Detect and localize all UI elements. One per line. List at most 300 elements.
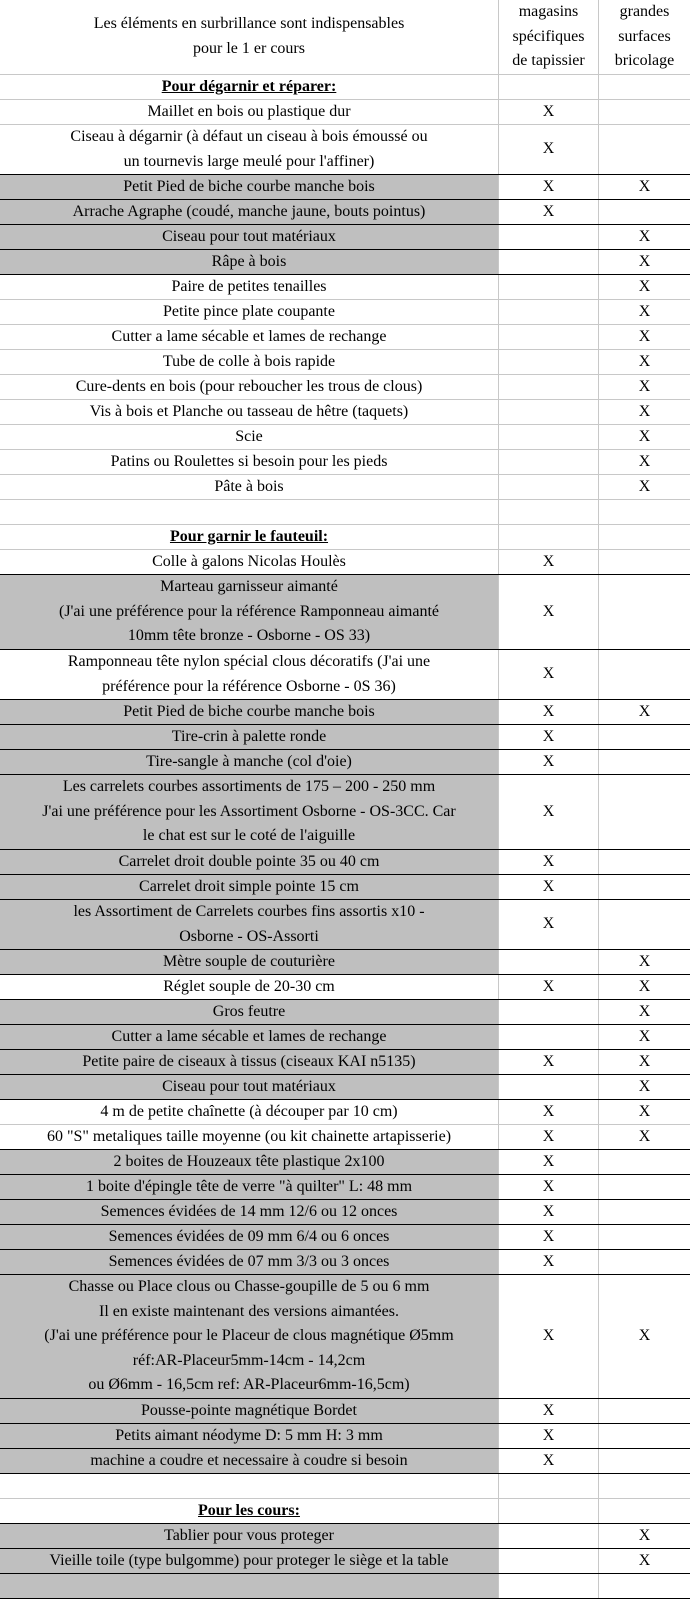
- table-row: [0, 1100, 690, 1125]
- specialist-shop-mark: X: [542, 852, 555, 870]
- specialist-shop-mark: X: [542, 1327, 555, 1345]
- diy-store-cell: [599, 1399, 690, 1423]
- specialist-shop-cell: [499, 1175, 599, 1199]
- specialist-shop-cell: [499, 575, 599, 649]
- item-description: Petits aimant néodyme D: 5 mm H: 3 mm: [115, 1426, 383, 1444]
- diy-store-cell: [599, 275, 690, 299]
- diy-store-mark: X: [638, 477, 651, 495]
- item-description: Cure-dents en bois (pour reboucher les trous de clous): [75, 377, 423, 395]
- diy-store-mark: X: [638, 1127, 651, 1145]
- diy-store-cell: [599, 750, 690, 774]
- table-row: [0, 1549, 690, 1574]
- item-description-cell: [0, 75, 499, 99]
- item-description-cell: [0, 1524, 499, 1548]
- item-description-cell: [0, 400, 499, 424]
- specialist-shop-cell: [499, 875, 599, 899]
- table-row: [0, 1399, 690, 1424]
- item-description: Vieille toile (type bulgomme) pour proteger le siège et la table: [49, 1551, 449, 1569]
- item-description: 2 boites de Houzeaux tête plastique 2x100: [113, 1152, 385, 1170]
- table-row: [0, 1025, 690, 1050]
- diy-store-cell: [599, 1100, 690, 1124]
- item-description-cell: [0, 450, 499, 474]
- specialist-shop-cell: [499, 300, 599, 324]
- specialist-shop-cell: [499, 425, 599, 449]
- diy-store-mark: X: [638, 302, 651, 320]
- diy-store-cell: [599, 1225, 690, 1249]
- item-description-cell: [0, 100, 499, 124]
- diy-store-mark: X: [638, 377, 651, 395]
- item-description-cell: [0, 700, 499, 724]
- diy-store-cell: [599, 900, 690, 949]
- diy-store-cell: [599, 950, 690, 974]
- diy-store-mark: X: [638, 1102, 651, 1120]
- diy-store-cell: [599, 375, 690, 399]
- item-description-cell: [0, 900, 499, 949]
- specialist-shop-cell: [499, 100, 599, 124]
- table-row: [0, 125, 690, 175]
- table-body: [0, 75, 690, 1599]
- specialist-shop-mark: X: [542, 752, 555, 770]
- header-specialist-shops: [499, 0, 599, 74]
- table-row: [0, 1200, 690, 1225]
- item-description-cell: [0, 1175, 499, 1199]
- table-row: [0, 1150, 690, 1175]
- specialist-shop-cell: [499, 1225, 599, 1249]
- specialist-shop-cell: [499, 700, 599, 724]
- item-description: Petite paire de ciseaux à tissus (ciseaux KAI n5135): [82, 1052, 416, 1070]
- diy-store-mark: X: [638, 327, 651, 345]
- item-description: Réglet souple de 20-30 cm: [163, 977, 335, 995]
- table-row: [0, 425, 690, 450]
- diy-store-cell: [599, 725, 690, 749]
- empty-row: [0, 1474, 690, 1499]
- diy-store-mark: X: [638, 452, 651, 470]
- table-row: [0, 175, 690, 200]
- specialist-shop-cell: [499, 1449, 599, 1473]
- item-description-cell: [0, 275, 499, 299]
- diy-store-cell: [599, 1250, 690, 1274]
- specialist-shop-cell: [499, 1474, 599, 1498]
- item-description-cell: [0, 950, 499, 974]
- item-description-cell: [0, 350, 499, 374]
- diy-store-cell: [599, 200, 690, 224]
- specialist-shop-cell: [499, 1075, 599, 1099]
- item-description-cell: [0, 850, 499, 874]
- item-description-cell: [0, 1000, 499, 1024]
- diy-store-cell: [599, 1275, 690, 1398]
- table-row: [0, 200, 690, 225]
- specialist-shop-cell: [499, 350, 599, 374]
- specialist-shop-cell: [499, 1424, 599, 1448]
- table-row: [0, 1075, 690, 1100]
- diy-store-cell: [599, 1474, 690, 1498]
- table-row: [0, 1449, 690, 1474]
- diy-store-mark: X: [638, 1077, 651, 1095]
- item-description: Cutter a lame sécable et lames de rechange: [111, 1027, 387, 1045]
- item-description-cell: [0, 175, 499, 199]
- diy-store-cell: [599, 875, 690, 899]
- diy-store-cell: [599, 75, 690, 99]
- specialist-shop-mark: X: [542, 915, 555, 933]
- table-row: [0, 1424, 690, 1449]
- diy-store-mark: X: [638, 1327, 651, 1345]
- item-description: Tablier pour vous proteger: [164, 1526, 334, 1544]
- item-description: Petit Pied de biche courbe manche bois: [123, 177, 375, 195]
- diy-store-mark: X: [638, 252, 651, 270]
- item-description: Semences évidées de 09 mm 6/4 ou 6 onces: [108, 1227, 390, 1245]
- item-description: Râpe à bois: [211, 252, 287, 270]
- diy-store-mark: X: [638, 1052, 651, 1070]
- table-row: [0, 100, 690, 125]
- specialist-shop-cell: [499, 400, 599, 424]
- specialist-shop-cell: [499, 225, 599, 249]
- item-description-cell: [0, 375, 499, 399]
- item-description-cell: [0, 200, 499, 224]
- item-description: Tire-sangle à manche (col d'oie): [146, 752, 352, 770]
- diy-store-mark: X: [638, 1526, 651, 1544]
- diy-store-mark: X: [638, 977, 651, 995]
- item-description: Pâte à bois: [214, 477, 284, 495]
- table-row: [0, 275, 690, 300]
- item-description: Tire-crin à palette ronde: [171, 727, 327, 745]
- section-title: Pour garnir le fauteuil:: [169, 527, 329, 545]
- specialist-shop-cell: [499, 950, 599, 974]
- item-description: Ciseau à dégarnir (à défaut un ciseau à bois émoussé ou un tournevis large meulé pour l'affiner): [70, 127, 428, 170]
- item-description-cell: [0, 300, 499, 324]
- item-description: Ciseau pour tout matériaux: [162, 227, 336, 245]
- diy-store-cell: [599, 1424, 690, 1448]
- table-row: [0, 750, 690, 775]
- header-description: [0, 0, 499, 74]
- diy-store-cell: [599, 1175, 690, 1199]
- specialist-shop-mark: X: [542, 1152, 555, 1170]
- specialist-shop-cell: [499, 1100, 599, 1124]
- table-row: [0, 1275, 690, 1399]
- table-row: [0, 1524, 690, 1549]
- table-row: [0, 1250, 690, 1275]
- diy-store-mark: X: [638, 1002, 651, 1020]
- diy-store-cell: [599, 1125, 690, 1149]
- specialist-shop-cell: [499, 375, 599, 399]
- item-description-cell: [0, 575, 499, 649]
- specialist-shop-cell: [499, 725, 599, 749]
- specialist-shop-mark: X: [542, 1227, 555, 1245]
- item-description: Semences évidées de 07 mm 3/3 ou 3 onces: [108, 1252, 390, 1270]
- item-description-cell: [0, 1474, 499, 1498]
- header-specialist-shops-text: magasins spécifiques de tapissier: [512, 3, 585, 70]
- diy-store-cell: [599, 1150, 690, 1174]
- item-description: Paire de petites tenailles: [171, 277, 327, 295]
- specialist-shop-cell: [499, 775, 599, 849]
- diy-store-cell: [599, 1050, 690, 1074]
- specialist-shop-mark: X: [542, 1426, 555, 1444]
- table-row: [0, 975, 690, 1000]
- diy-store-cell: [599, 400, 690, 424]
- diy-store-cell: [599, 425, 690, 449]
- specialist-shop-cell: [499, 650, 599, 699]
- table-row: [0, 325, 690, 350]
- item-description-cell: [0, 1150, 499, 1174]
- specialist-shop-mark: X: [542, 665, 555, 683]
- item-description-cell: [0, 125, 499, 174]
- item-description-cell: [0, 1424, 499, 1448]
- item-description-cell: [0, 1125, 499, 1149]
- diy-store-cell: [599, 1549, 690, 1573]
- diy-store-cell: [599, 525, 690, 549]
- specialist-shop-cell: [499, 850, 599, 874]
- specialist-shop-mark: X: [542, 1102, 555, 1120]
- item-description-cell: [0, 325, 499, 349]
- specialist-shop-mark: X: [542, 1202, 555, 1220]
- diy-store-cell: [599, 500, 690, 524]
- section-title: Pour les cours:: [198, 1501, 300, 1519]
- diy-store-cell: [599, 1449, 690, 1473]
- item-description: 4 m de petite chaînette (à découper par 10 cm): [100, 1102, 398, 1120]
- diy-store-cell: [599, 125, 690, 174]
- item-description: Colle à galons Nicolas Houlès: [152, 552, 346, 570]
- specialist-shop-cell: [499, 1250, 599, 1274]
- section-header-row: [0, 1499, 690, 1524]
- section-title: Pour dégarnir et réparer:: [161, 77, 337, 95]
- item-description: Les carrelets courbes assortiments de 175 – 200 - 250 mm J'ai une préférence pour les Assortiment Osborne - OS-3CC. Car le chat est sur le coté de l'aiguille: [42, 778, 456, 845]
- specialist-shop-cell: [499, 1125, 599, 1149]
- item-description-cell: [0, 1275, 499, 1398]
- specialist-shop-cell: [499, 750, 599, 774]
- diy-store-cell: [599, 175, 690, 199]
- diy-store-cell: [599, 775, 690, 849]
- table-row: [0, 400, 690, 425]
- item-description-cell: [0, 250, 499, 274]
- specialist-shop-cell: [499, 250, 599, 274]
- table-row: [0, 725, 690, 750]
- specialist-shop-cell: [499, 1000, 599, 1024]
- specialist-shop-cell: [499, 1524, 599, 1548]
- item-description-cell: [0, 750, 499, 774]
- diy-store-cell: [599, 1025, 690, 1049]
- specialist-shop-cell: [499, 1200, 599, 1224]
- item-description: Cutter a lame sécable et lames de rechange: [111, 327, 387, 345]
- diy-store-cell: [599, 650, 690, 699]
- diy-store-cell: [599, 850, 690, 874]
- table-row: [0, 850, 690, 875]
- specialist-shop-mark: X: [542, 1252, 555, 1270]
- diy-store-mark: X: [638, 352, 651, 370]
- diy-store-mark: X: [638, 177, 651, 195]
- specialist-shop-mark: X: [542, 202, 555, 220]
- table-row: [0, 475, 690, 500]
- specialist-shop-cell: [499, 550, 599, 574]
- item-description-cell: [0, 550, 499, 574]
- diy-store-mark: X: [638, 952, 651, 970]
- diy-store-mark: X: [638, 427, 651, 445]
- item-description-cell: [0, 1449, 499, 1473]
- specialist-shop-cell: [499, 1275, 599, 1398]
- diy-store-cell: [599, 450, 690, 474]
- specialist-shop-mark: X: [542, 877, 555, 895]
- table-row: [0, 250, 690, 275]
- specialist-shop-cell: [499, 450, 599, 474]
- item-description-cell: [0, 1574, 499, 1598]
- specialist-shop-cell: [499, 1050, 599, 1074]
- specialist-shop-mark: X: [542, 1127, 555, 1145]
- item-description: Patins ou Roulettes si besoin pour les pieds: [110, 452, 388, 470]
- table-header-row: [0, 0, 690, 75]
- item-description: Ciseau pour tout matériaux: [162, 1077, 336, 1095]
- item-description: Carrelet droit simple pointe 15 cm: [139, 877, 359, 895]
- diy-store-mark: X: [638, 227, 651, 245]
- item-description: Ramponneau tête nylon spécial clous décoratifs (J'ai une préférence pour la référence Osborne - 0S 36): [67, 652, 431, 695]
- table-row: [0, 350, 690, 375]
- specialist-shop-mark: X: [542, 1401, 555, 1419]
- diy-store-cell: [599, 225, 690, 249]
- item-description-cell: [0, 1399, 499, 1423]
- diy-store-mark: X: [638, 1551, 651, 1569]
- specialist-shop-mark: X: [542, 140, 555, 158]
- item-description: machine a coudre et necessaire à coudre si besoin: [90, 1451, 408, 1469]
- table-row: [0, 875, 690, 900]
- item-description: Chasse ou Place clous ou Chasse-goupille de 5 ou 6 mm Il en existe maintenant des versions aimantées. (J'ai une préférence pour le Placeur de clous magnétique Ø5mm réf:AR-Placeur5mm-14cm - 14,2cm ou Ø6mm - 16,5cm ref: AR-Placeur6mm-16,5cm): [44, 1278, 454, 1394]
- empty-row: [0, 500, 690, 525]
- item-description-cell: [0, 1100, 499, 1124]
- header-diy-stores-text: grandes surfaces bricolage: [614, 3, 675, 70]
- specialist-shop-mark: X: [542, 802, 555, 820]
- specialist-shop-cell: [499, 175, 599, 199]
- item-description: Arrache Agraphe (coudé, manche jaune, bouts pointus): [72, 202, 426, 220]
- diy-store-cell: [599, 575, 690, 649]
- item-description-cell: [0, 775, 499, 849]
- diy-store-cell: [599, 350, 690, 374]
- specialist-shop-mark: X: [542, 1052, 555, 1070]
- item-description-cell: [0, 1250, 499, 1274]
- item-description-cell: [0, 975, 499, 999]
- item-description: Carrelet droit double pointe 35 ou 40 cm: [118, 852, 380, 870]
- specialist-shop-mark: X: [542, 1177, 555, 1195]
- specialist-shop-mark: X: [542, 977, 555, 995]
- item-description: Mètre souple de couturière: [163, 952, 335, 970]
- diy-store-cell: [599, 550, 690, 574]
- empty-row: [0, 1574, 690, 1599]
- table-row: [0, 1000, 690, 1025]
- specialist-shop-cell: [499, 125, 599, 174]
- header-diy-stores: [599, 0, 690, 74]
- diy-store-mark: X: [638, 1027, 651, 1045]
- diy-store-mark: X: [638, 277, 651, 295]
- diy-store-cell: [599, 1075, 690, 1099]
- item-description: Semences évidées de 14 mm 12/6 ou 12 onces: [100, 1202, 398, 1220]
- specialist-shop-cell: [499, 900, 599, 949]
- specialist-shop-cell: [499, 75, 599, 99]
- specialist-shop-cell: [499, 1574, 599, 1598]
- table-row: [0, 950, 690, 975]
- diy-store-mark: X: [638, 702, 651, 720]
- item-description: Vis à bois et Planche ou tasseau de hêtre (taquets): [89, 402, 409, 420]
- table-row: [0, 1125, 690, 1150]
- item-description-cell: [0, 1225, 499, 1249]
- section-header-row: [0, 525, 690, 550]
- item-description: 60 "S" metaliques taille moyenne (ou kit chainette artapisserie): [46, 1127, 452, 1145]
- specialist-shop-cell: [499, 1150, 599, 1174]
- table-row: [0, 1225, 690, 1250]
- specialist-shop-mark: X: [542, 602, 555, 620]
- diy-store-cell: [599, 700, 690, 724]
- item-description-cell: [0, 1075, 499, 1099]
- table-row: [0, 900, 690, 950]
- item-description-cell: [0, 475, 499, 499]
- specialist-shop-mark: X: [542, 1451, 555, 1469]
- specialist-shop-cell: [499, 1499, 599, 1523]
- specialist-shop-mark: X: [542, 702, 555, 720]
- table-row: [0, 1050, 690, 1075]
- item-description-cell: [0, 425, 499, 449]
- item-description-cell: [0, 1499, 499, 1523]
- specialist-shop-cell: [499, 475, 599, 499]
- item-description-cell: [0, 500, 499, 524]
- diy-store-cell: [599, 1524, 690, 1548]
- item-description: Marteau garnisseur aimanté (J'ai une préférence pour la référence Ramponneau aimanté 10mm tête bronze - Osborne - OS 33): [58, 578, 439, 645]
- diy-store-cell: [599, 250, 690, 274]
- specialist-shop-cell: [499, 1399, 599, 1423]
- diy-store-cell: [599, 1200, 690, 1224]
- specialist-shop-mark: X: [542, 102, 555, 120]
- specialist-shop-cell: [499, 200, 599, 224]
- item-description-cell: [0, 1200, 499, 1224]
- item-description: Petit Pied de biche courbe manche bois: [123, 702, 375, 720]
- item-description: 1 boite d'épingle tête de verre "à quilter" L: 48 mm: [85, 1177, 413, 1195]
- diy-store-cell: [599, 1574, 690, 1598]
- specialist-shop-cell: [499, 1549, 599, 1573]
- diy-store-mark: X: [638, 402, 651, 420]
- specialist-shop-mark: X: [542, 552, 555, 570]
- item-description-cell: [0, 225, 499, 249]
- specialist-shop-mark: X: [542, 177, 555, 195]
- item-description-cell: [0, 1549, 499, 1573]
- item-description-cell: [0, 1025, 499, 1049]
- item-description-cell: [0, 650, 499, 699]
- item-description: Pousse-pointe magnétique Bordet: [141, 1401, 357, 1419]
- table-row: [0, 775, 690, 850]
- table-row: [0, 300, 690, 325]
- diy-store-cell: [599, 325, 690, 349]
- item-description-cell: [0, 1050, 499, 1074]
- table-row: [0, 375, 690, 400]
- specialist-shop-mark: X: [542, 727, 555, 745]
- table-row: [0, 575, 690, 650]
- specialist-shop-cell: [499, 500, 599, 524]
- diy-store-cell: [599, 475, 690, 499]
- item-description: les Assortiment de Carrelets courbes fins assortis x10 - Osborne - OS-Assorti: [73, 902, 425, 945]
- diy-store-cell: [599, 1499, 690, 1523]
- item-description-cell: [0, 525, 499, 549]
- table-row: [0, 550, 690, 575]
- diy-store-cell: [599, 975, 690, 999]
- header-description-text: Les éléments en surbrillance sont indispensables pour le 1 er cours: [93, 15, 405, 57]
- table-row: [0, 225, 690, 250]
- specialist-shop-cell: [499, 1025, 599, 1049]
- item-description: Petite pince plate coupante: [163, 302, 335, 320]
- item-description: Gros feutre: [212, 1002, 286, 1020]
- item-description-cell: [0, 725, 499, 749]
- diy-store-cell: [599, 300, 690, 324]
- specialist-shop-cell: [499, 975, 599, 999]
- section-header-row: [0, 75, 690, 100]
- item-description: Tube de colle à bois rapide: [162, 352, 336, 370]
- specialist-shop-cell: [499, 325, 599, 349]
- item-description: Maillet en bois ou plastique dur: [147, 102, 351, 120]
- table-row: [0, 450, 690, 475]
- item-description-cell: [0, 875, 499, 899]
- specialist-shop-cell: [499, 525, 599, 549]
- diy-store-cell: [599, 1000, 690, 1024]
